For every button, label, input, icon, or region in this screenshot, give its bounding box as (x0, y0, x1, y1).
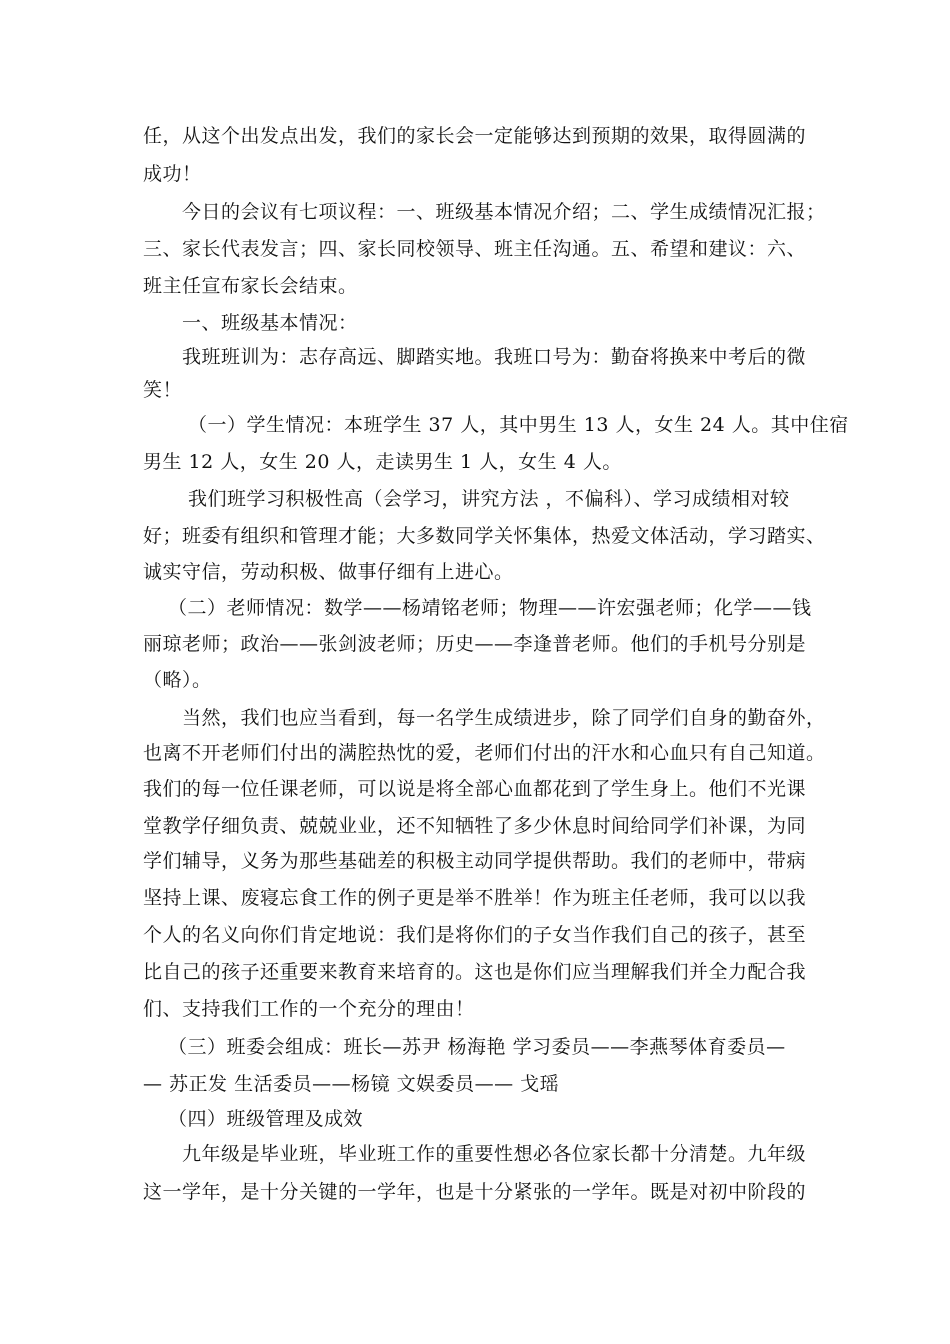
text-line: 诚实守信，劳动积极、做事仔细有上进心。 (143, 561, 514, 583)
text-line: （一）学生情况：本班学生 37 人，其中男生 13 人，女生 24 人。其中住宿 (188, 414, 849, 436)
text-line: 班主任宣布家长会结束。 (143, 275, 358, 297)
text-line: （二）老师情况：数学——杨靖铭老师；物理——许宏强老师；化学——钱 (168, 597, 812, 619)
text-line: 个人的名义向你们肯定地说：我们是将你们的子女当作我们自己的孩子，甚至 (143, 924, 807, 946)
text-line: 丽琼老师；政治——张剑波老师；历史——李逢普老师。他们的手机号分别是 (143, 633, 807, 655)
text-line: 我班班训为：志存高远、脚踏实地。我班口号为：勤奋将换来中考后的微 (182, 346, 807, 368)
text-line: 堂教学仔细负责、兢兢业业，还不知牺牲了多少休息时间给同学们补课，为同 (143, 815, 807, 837)
text-line: 学们辅导，义务为那些基础差的积极主动同学提供帮助。我们的老师中，带病 (143, 850, 807, 872)
text-line: 九年级是毕业班，毕业班工作的重要性想必各位家长都十分清楚。九年级 (182, 1143, 807, 1165)
text-line: 好；班委有组织和管理才能；大多数同学关怀集体，热爱文体活动，学习踏实、 (143, 525, 826, 547)
text-line: 也离不开老师们付出的满腔热忱的爱，老师们付出的汗水和心血只有自己知道。 (143, 742, 826, 764)
text-line: 这一学年，是十分关键的一学年，也是十分紧张的一学年。既是对初中阶段的 (143, 1181, 807, 1203)
text-line: 今日的会议有七项议程：一、班级基本情况介绍；二、学生成绩情况汇报； (182, 201, 826, 223)
text-line: 成功！ (143, 163, 202, 185)
section-heading: 一、班级基本情况： (182, 312, 358, 334)
text-line: 三、家长代表发言；四、家长同校领导、班主任沟通。五、希望和建议：六、 (143, 238, 807, 260)
text-line: 任，从这个出发点出发，我们的家长会一定能够达到预期的效果，取得圆满的 (143, 125, 807, 147)
text-line: （三）班委会组成：班长—苏尹 杨海艳 学习委员——李燕琴体育委员— (168, 1036, 786, 1058)
text-line: 我们的每一位任课老师，可以说是将全部心血都花到了学生身上。他们不光课 (143, 778, 807, 800)
text-line: 坚持上课、废寝忘食工作的例子更是举不胜举！作为班主任老师，我可以以我 (143, 887, 807, 909)
text-line: 我们班学习积极性高（会学习，讲究方法 ，不偏科）、学习成绩相对较 (188, 488, 790, 510)
text-line: 们、支持我们工作的一个充分的理由！ (143, 998, 475, 1020)
text-line: （略）。 (143, 669, 212, 691)
text-line: 男生 12 人，女生 20 人，走读男生 1 人，女生 4 人。 (143, 451, 622, 473)
text-line: 比自己的孩子还重要来教育来培育的。这也是你们应当理解我们并全力配合我 (143, 961, 807, 983)
text-line: 笑！ (143, 379, 183, 401)
text-line: 当然，我们也应当看到，每一名学生成绩进步，除了同学们自身的勤奋外， (182, 707, 826, 729)
text-line: — 苏正发 生活委员——杨镜 文娱委员—— 戈瑶 (143, 1073, 560, 1095)
section-heading: （四）班级管理及成效 (168, 1108, 364, 1130)
